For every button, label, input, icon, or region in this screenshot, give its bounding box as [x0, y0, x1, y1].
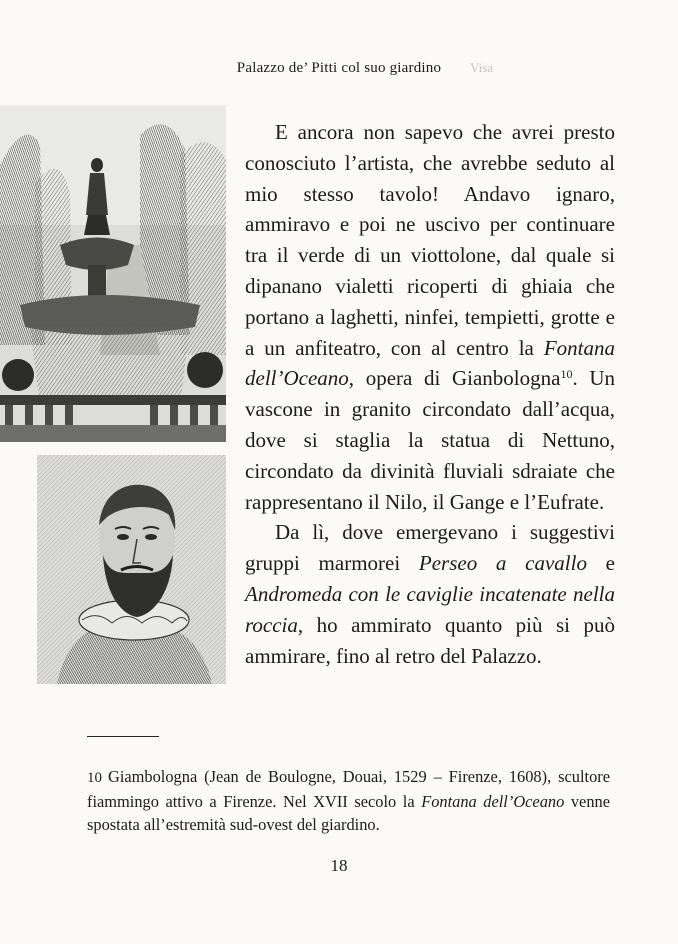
footnote-reference: 10: [560, 367, 573, 382]
text-run: E ancora non sapevo che avrei presto conosciuto l’artista, che avrebbe seduto al mio stesso tavolo! Andavo ignaro, ammiravo e poi ne uscivo per continuare tra il verde di un viottolone, dal quale si dipanano vialetti ricoperti di ghiaia che portano a laghetti, ninfei, tempietti, grotte e a un anfiteatro, con al centro la: [245, 120, 615, 360]
italic-title: Fontana dell’Oceano: [421, 792, 565, 811]
text-run: Da lì, dove emergevano i suggestivi gruppi marmorei: [245, 520, 615, 576]
bleed-through-text: Visa: [470, 60, 494, 75]
italic-title: Fontana dell’Oceano: [245, 335, 615, 391]
text-run: , opera di Gianbologna: [348, 366, 561, 391]
footnote-divider: [87, 736, 159, 737]
fountain-engraving: [0, 105, 226, 442]
italic-title: Andromeda con le caviglie incatenate nella roccia: [245, 581, 615, 637]
giambologna-portrait: [37, 455, 226, 684]
page-number: 18: [330, 856, 348, 875]
footnote-number: 10: [87, 770, 102, 786]
running-header: Palazzo de’ Pitti col suo giardino: [236, 60, 442, 76]
paragraph-2: [245, 517, 615, 671]
text-run: e: [586, 551, 615, 576]
text-run: , ho ammirato quanto più si può ammirare, fino al retro del Palazzo.: [245, 612, 615, 668]
text-run: . Un vascone in granito circondato dall’acqua, dove si staglia la statua di Nettuno, circondato da divinità fluviali sdraiate che rappresentano il Nilo, il Gange e l’Eufrate.: [245, 366, 615, 514]
main-text: [245, 117, 615, 671]
paragraph-1: [245, 117, 615, 517]
italic-title: Perseo a cavallo: [418, 551, 587, 576]
footnote: [87, 765, 610, 836]
text-run: venne spostata all’estremità sud-ovest del giardino.: [87, 792, 610, 834]
text-run: Giambologna (Jean de Boulogne, Douai, 1529 – Firenze, 1608), scultore fiammingo attivo a Firenze. Nel XVII secolo la: [87, 767, 610, 811]
